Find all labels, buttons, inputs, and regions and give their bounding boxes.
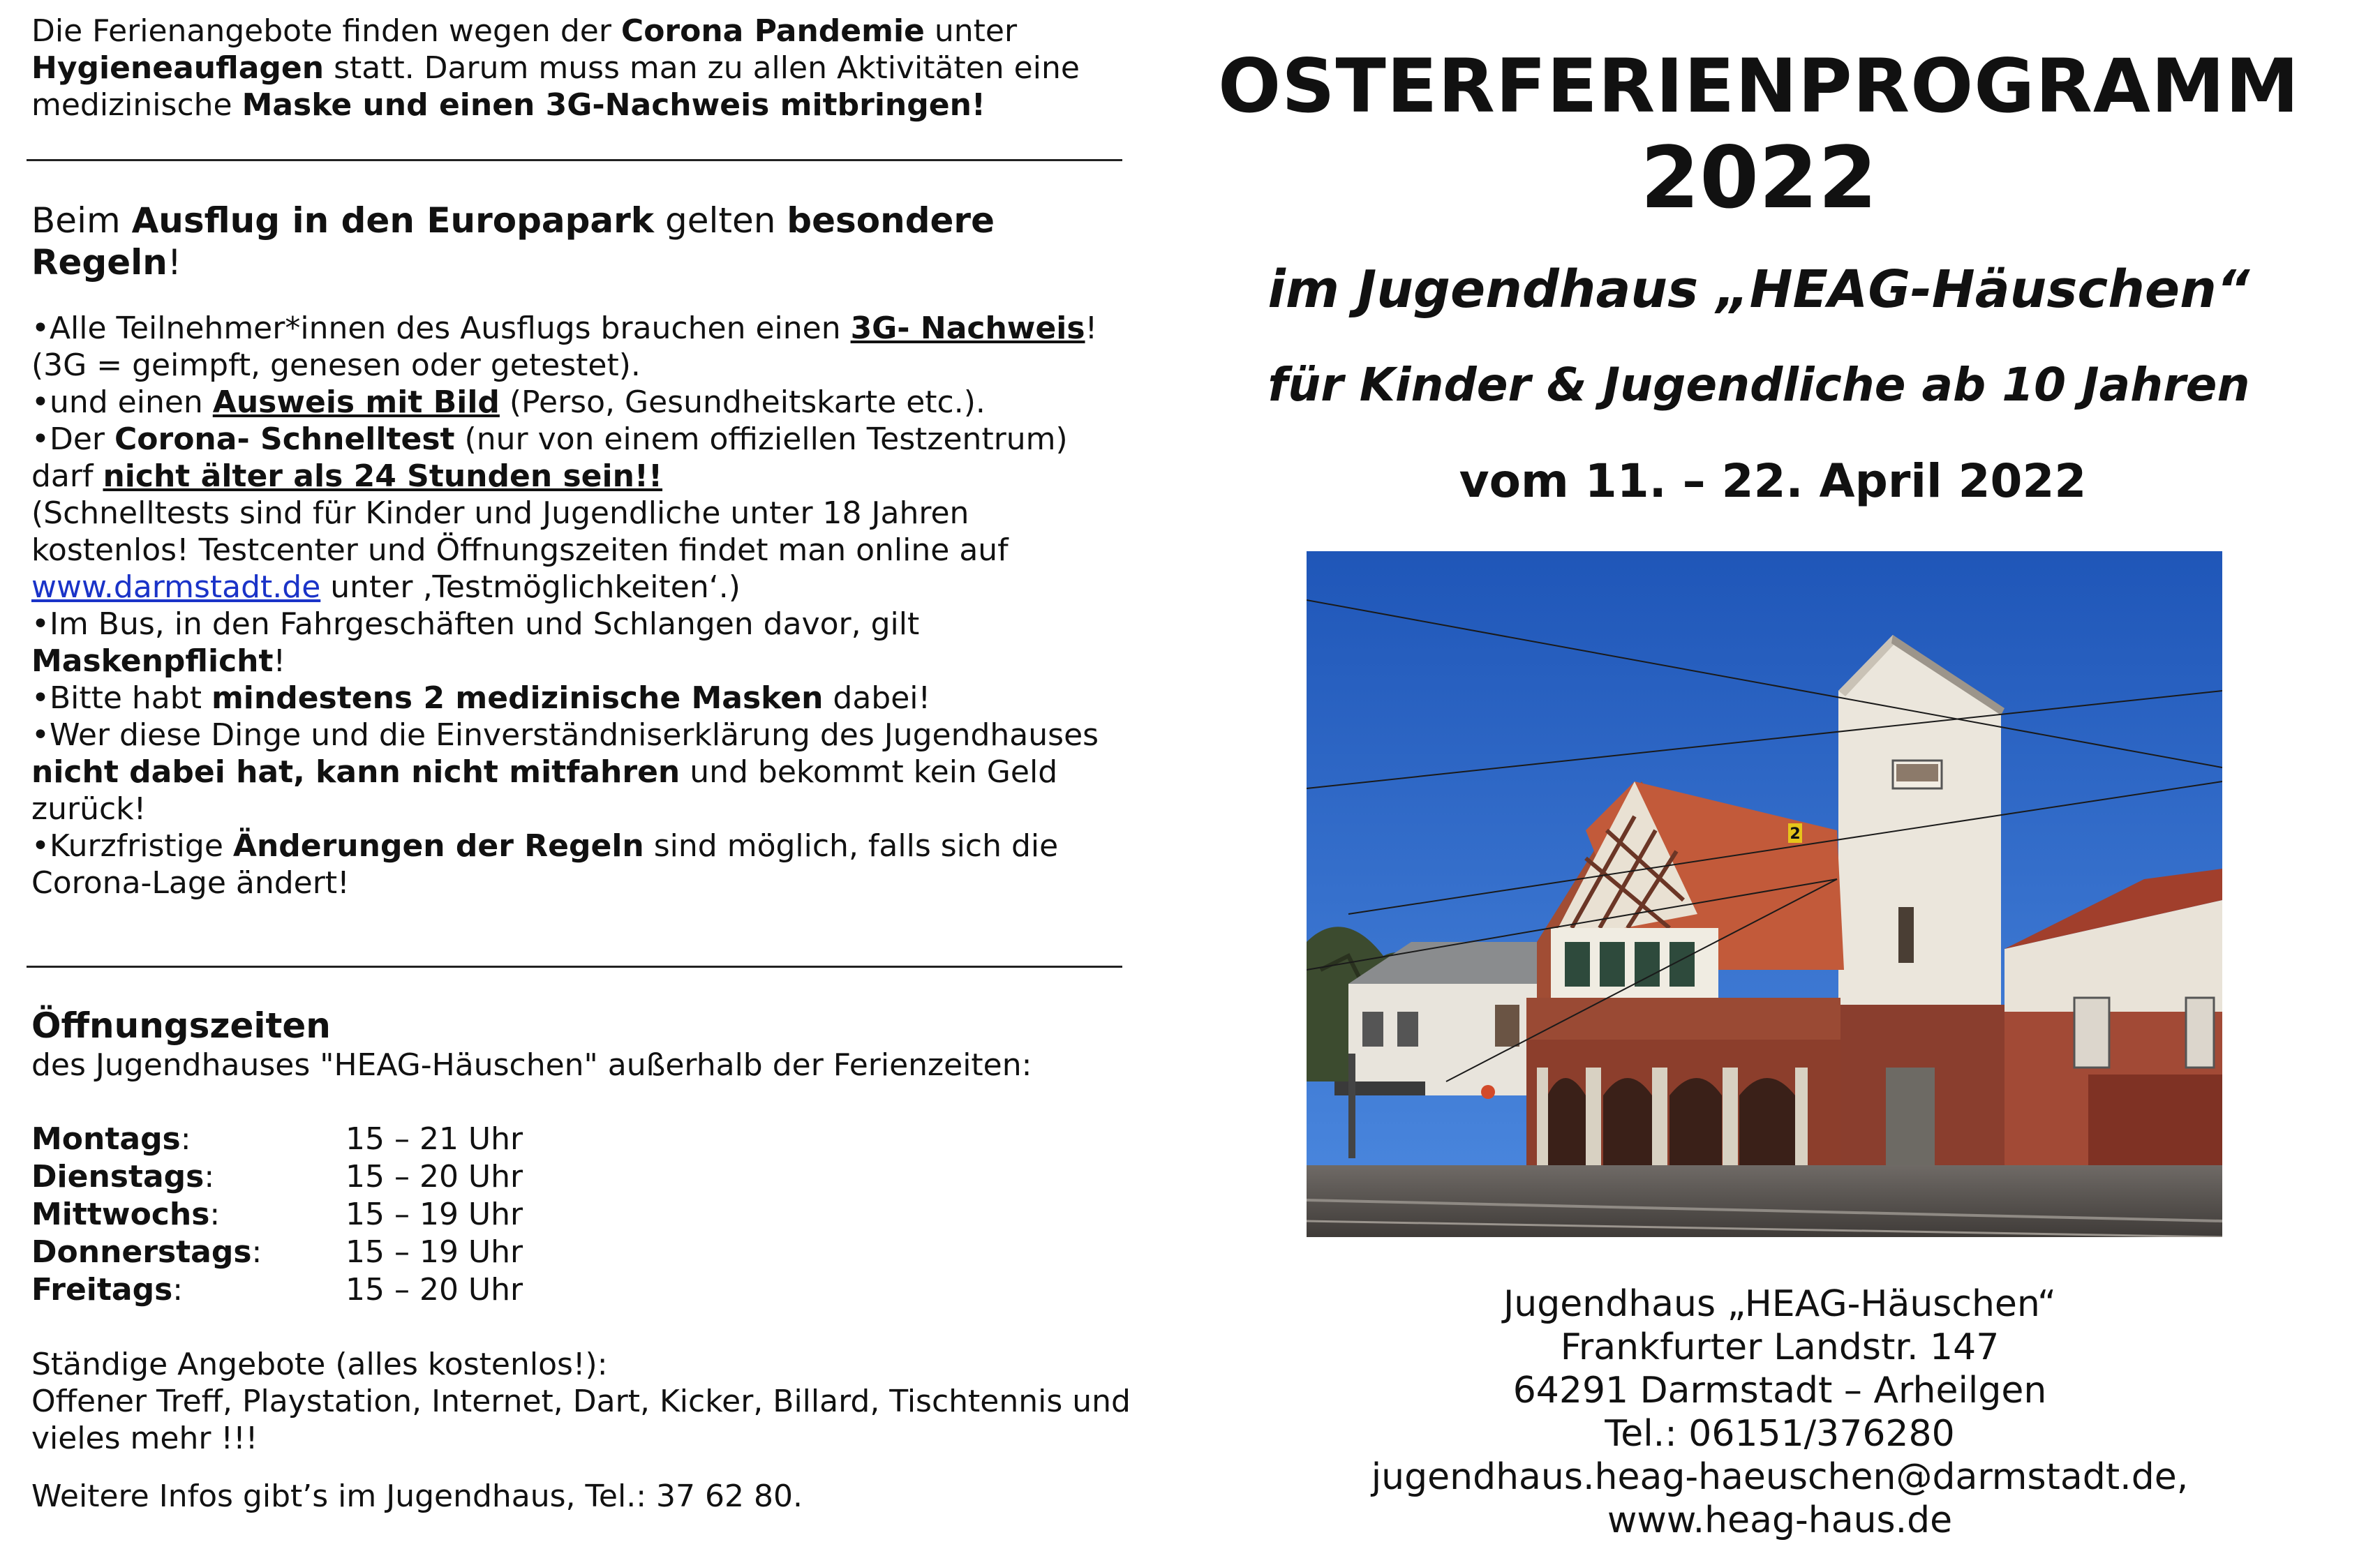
hours-day: Donnerstags: [31, 1234, 252, 1270]
europapark-heading: Beim Ausflug in den Europapark gelten besondere Regeln!: [31, 200, 995, 283]
divider-bottom: [27, 966, 1122, 968]
rule-einverstaendnis: • Wer diese Dinge und die Einverständniserklärung des Jugendhauses nicht dabei hat, kann nicht mitfahren und bekommt kein Geld zurück!: [31, 717, 1134, 828]
opening-hours-section: [31, 1005, 1134, 1515]
house-number-text: 2: [1790, 825, 1801, 843]
hours-row: Dienstags: 15 – 20 Uhr: [31, 1159, 523, 1195]
address-name: Jugendhaus „HEAG-Häuschen“: [1503, 1283, 2057, 1325]
road: [1307, 1165, 2222, 1237]
hours-row: Montags: 15 – 21 Uhr: [31, 1121, 523, 1157]
opening-hours-table: [31, 1121, 1134, 1309]
rule-schnelltest: • Der Corona- Schnelltest (nur von einem offiziellen Testzentrum) darf nicht älter als 24 Stunden sein!!: [31, 421, 1134, 495]
rule-3g: • Alle Teilnehmer*innen des Ausflugs brauchen einen 3G- Nachweis!: [31, 310, 1134, 347]
europapark-section: [31, 200, 1134, 901]
bus-stop-shelter: [1334, 1081, 1425, 1095]
offers-title: Ständige Angebote (alles kostenlos!):: [31, 1347, 608, 1382]
program-title: OSTERFERIENPROGRAMM: [1218, 43, 2300, 129]
rule-aenderungen: • Kurzfristige Änderungen der Regeln sind möglich, falls sich die Corona-Lage ändert!: [31, 828, 1134, 901]
address-website[interactable]: www.heag-haus.de: [1607, 1499, 1953, 1541]
mask-3g-bold: Maske und einen 3G-Nachweis mitbringen!: [241, 87, 986, 123]
hours-row: Mittwochs: 15 – 19 Uhr: [31, 1197, 523, 1232]
address-phone: Tel.: 06151/376280: [1605, 1413, 1955, 1455]
europapark-rules-list: [31, 310, 1134, 901]
darmstadt-link[interactable]: www.darmstadt.de: [31, 569, 321, 605]
corona-notice-text: Die Ferienangebote finden wegen der Corona Pandemie unter Hygieneauflagen statt. Darum muss man zu allen Aktivitäten eine medizinische Maske und einen 3G-Nachweis mitbringen!: [31, 13, 1080, 123]
more-info: Weitere Infos gibt’s im Jugendhaus, Tel.: 37 62 80.: [31, 1479, 803, 1514]
opening-hours-title: Öffnungszeiten: [31, 1005, 331, 1046]
venue-subtitle: im Jugendhaus „HEAG-Häuschen“: [1267, 260, 2250, 320]
hours-time: 15 – 21 Uhr: [345, 1121, 523, 1157]
tower: [1838, 635, 2006, 1200]
hours-day: Mittwochs: [31, 1197, 210, 1232]
hours-day: Freitags: [31, 1272, 173, 1308]
rule-masken: • Bitte habt mindestens 2 medizinische Masken dabei!: [31, 680, 1134, 717]
back-building: [1348, 942, 1544, 1095]
hours-row: Freitags: 15 – 20 Uhr: [31, 1272, 523, 1308]
audience-subtitle: für Kinder & Jugendliche ab 10 Jahren: [1267, 358, 2250, 412]
hours-day: Montags: [31, 1121, 181, 1157]
rule-3g-explanation: (3G = geimpft, genesen oder getestet).: [31, 347, 641, 383]
traffic-sign: [1481, 1085, 1495, 1099]
hygieneauflagen-bold: Hygieneauflagen: [31, 50, 325, 86]
corona-pandemie-bold: Corona Pandemie: [620, 13, 925, 49]
address-email[interactable]: jugendhaus.heag-haeuschen@darmstadt.de,: [1371, 1456, 2189, 1498]
hours-time: 15 – 20 Uhr: [345, 1159, 523, 1195]
rule-schnelltest-info: (Schnelltests sind für Kinder und Jugendliche unter 18 Jahren kostenlos! Testcenter und Öffnungszeiten findet man online auf www.darmstadt.de unter ‚Testmöglichkeiten‘.): [31, 495, 1009, 605]
rule-id: • und einen Ausweis mit Bild (Perso, Gesundheitskarte etc.).: [31, 384, 1134, 421]
hours-row: Donnerstags: 15 – 19 Uhr: [31, 1234, 523, 1270]
corona-notice: [31, 13, 1134, 123]
rule-maskenpflicht: • Im Bus, in den Fahrgeschäften und Schlangen davor, gilt Maskenpflicht!: [31, 606, 1134, 680]
building-photo: [1307, 551, 2222, 1237]
divider-top: [27, 159, 1122, 161]
opening-hours-subtitle: des Jugendhauses "HEAG-Häuschen" außerhalb der Ferienzeiten:: [31, 1047, 1032, 1083]
hours-time: 15 – 19 Uhr: [345, 1197, 523, 1232]
address-city: 64291 Darmstadt – Arheilgen: [1512, 1370, 2047, 1412]
address-street: Frankfurter Landstr. 147: [1560, 1326, 2000, 1368]
program-year: 2022: [1640, 128, 1877, 227]
hours-time: 15 – 19 Uhr: [345, 1234, 523, 1270]
offers-text: Offener Treff, Playstation, Internet, Dart, Kicker, Billard, Tischtennis und vieles mehr !!!: [31, 1384, 1131, 1456]
hours-time: 15 – 20 Uhr: [345, 1272, 523, 1308]
hours-day: Dienstags: [31, 1159, 204, 1195]
date-range: vom 11. – 22. April 2022: [1459, 454, 2087, 508]
